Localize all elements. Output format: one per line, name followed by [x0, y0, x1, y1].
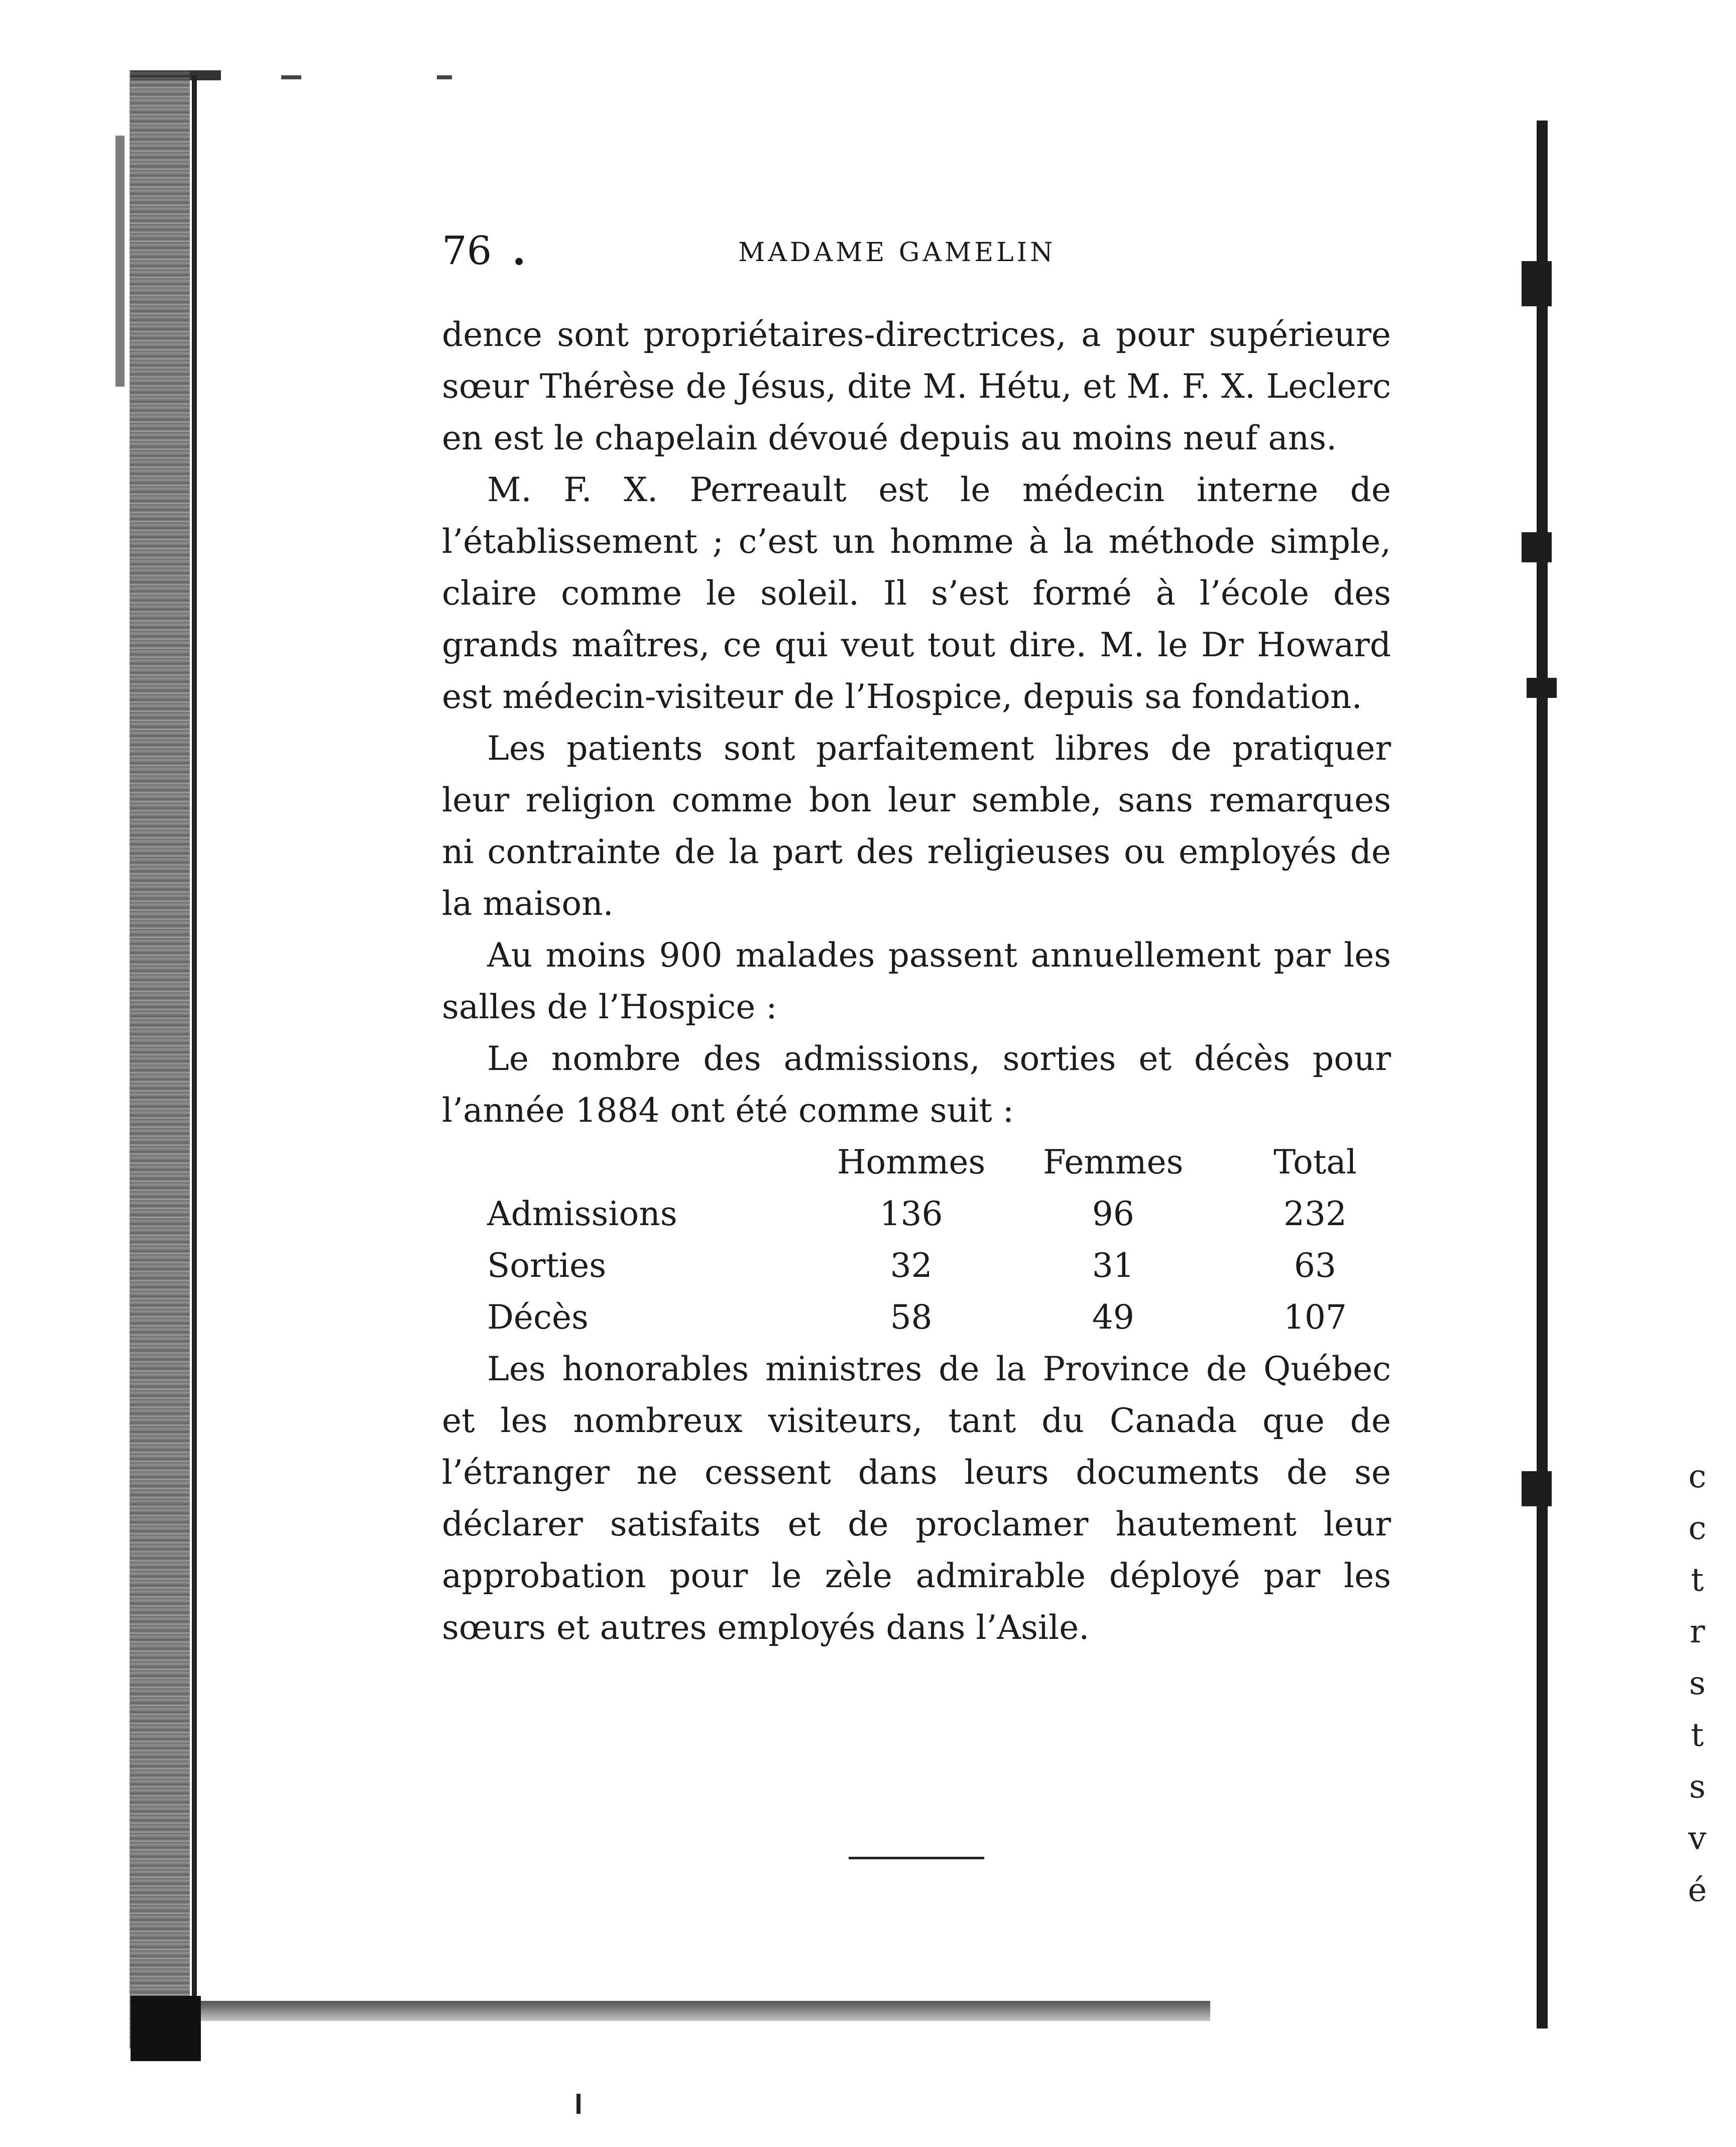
paragraph: Les honorables ministres de la Province de Québec et les nombreux visiteurs, tant du Canada que de l’étranger ne cessent dans leurs documents de se déclarer satisfaits et de proclamer hautement leur approbation pour le zèle admirable déployé par les sœurs et autres employés dans l’Asile. [442, 1350, 1391, 1647]
table-header-cell: Femmes [1043, 1143, 1184, 1181]
table-header-row [487, 1136, 1416, 1188]
fragment-letter: s [1689, 1768, 1706, 1806]
paragraph: Au moins 900 malades passent annuellement par les salles de l’Hospice : [442, 936, 1391, 1026]
cell-femmes: 31 [1092, 1246, 1134, 1285]
fragment-letter: c [1688, 1458, 1706, 1495]
page-number-dot: . [512, 228, 526, 274]
section-end-rule [849, 1857, 984, 1859]
cell-total: 63 [1294, 1246, 1336, 1285]
cell-hommes: 58 [890, 1298, 933, 1337]
fragment-letter: t [1691, 1562, 1704, 1599]
page-body [442, 309, 1391, 1653]
cell-total: 232 [1283, 1195, 1347, 1233]
page-number: 76 [442, 228, 492, 274]
table-header-cell: Hommes [837, 1143, 986, 1181]
statistics-table [487, 1136, 1416, 1343]
fragment-letter: r [1689, 1613, 1705, 1650]
row-label: Sorties [487, 1246, 607, 1285]
scan-artifact-dash [281, 75, 301, 79]
binding-corner [131, 1996, 201, 2061]
row-label: Décès [487, 1298, 589, 1337]
scan-artifact-tick [576, 2094, 581, 2114]
table-header-cell [487, 1136, 810, 1188]
page-header [442, 228, 1396, 274]
fragment-letter: t [1691, 1717, 1704, 1754]
paragraph: Les patients sont parfaitement libres de pratiquer leur religion comme bon leur semble, sans remarques ni contrainte de la part des religieuses ou employés de la maison. [442, 729, 1391, 923]
adjacent-page-fragment [1682, 1451, 1712, 1917]
binding-line-right [1537, 121, 1548, 2029]
table-row [487, 1291, 1416, 1343]
fragment-letter: é [1688, 1872, 1707, 1909]
scan-artifact-dash [437, 75, 452, 79]
cell-femmes: 96 [1092, 1195, 1134, 1233]
paragraph: M. F. X. Perreault est le médecin interne de l’établissement ; c’est un homme à la méthode simple, claire comme le soleil. Il s’est formé à l’école des grands maîtres, ce qui veut tout dire. M. le Dr Howard est médecin-visiteur de l’Hospice, depuis sa fondation. [442, 470, 1391, 716]
binding-line-left [192, 75, 197, 2034]
scan-artifact-left-edge [115, 136, 125, 387]
binding-shadow-bottom [131, 2001, 1210, 2021]
table-row [487, 1240, 1416, 1291]
fragment-letter: s [1689, 1665, 1706, 1702]
binding-shadow-left [130, 70, 190, 2049]
cell-total: 107 [1283, 1298, 1347, 1337]
cell-hommes: 136 [879, 1195, 943, 1233]
binding-blot [1522, 532, 1552, 562]
running-title: MADAME GAMELIN [738, 237, 1056, 268]
binding-blot [1522, 261, 1552, 306]
binding-blot [1522, 1471, 1552, 1506]
row-label: Admissions [487, 1195, 677, 1233]
cell-hommes: 32 [890, 1246, 933, 1285]
paragraph: Le nombre des admissions, sorties et décès pour l’année 1884 ont été comme suit : [442, 1039, 1391, 1130]
table-header-cell: Total [1274, 1143, 1357, 1181]
paragraph: dence sont propriétaires-directrices, a pour supérieure sœur Thérèse de Jésus, dite M. Hétu, et M. F. X. Leclerc en est le chapelain dévoué depuis au moins neuf ans. [442, 315, 1391, 457]
cell-femmes: 49 [1092, 1298, 1134, 1337]
binding-blot [1527, 678, 1557, 698]
table-row [487, 1188, 1416, 1240]
fragment-letter: c [1688, 1510, 1706, 1547]
fragment-letter: v [1688, 1820, 1707, 1857]
